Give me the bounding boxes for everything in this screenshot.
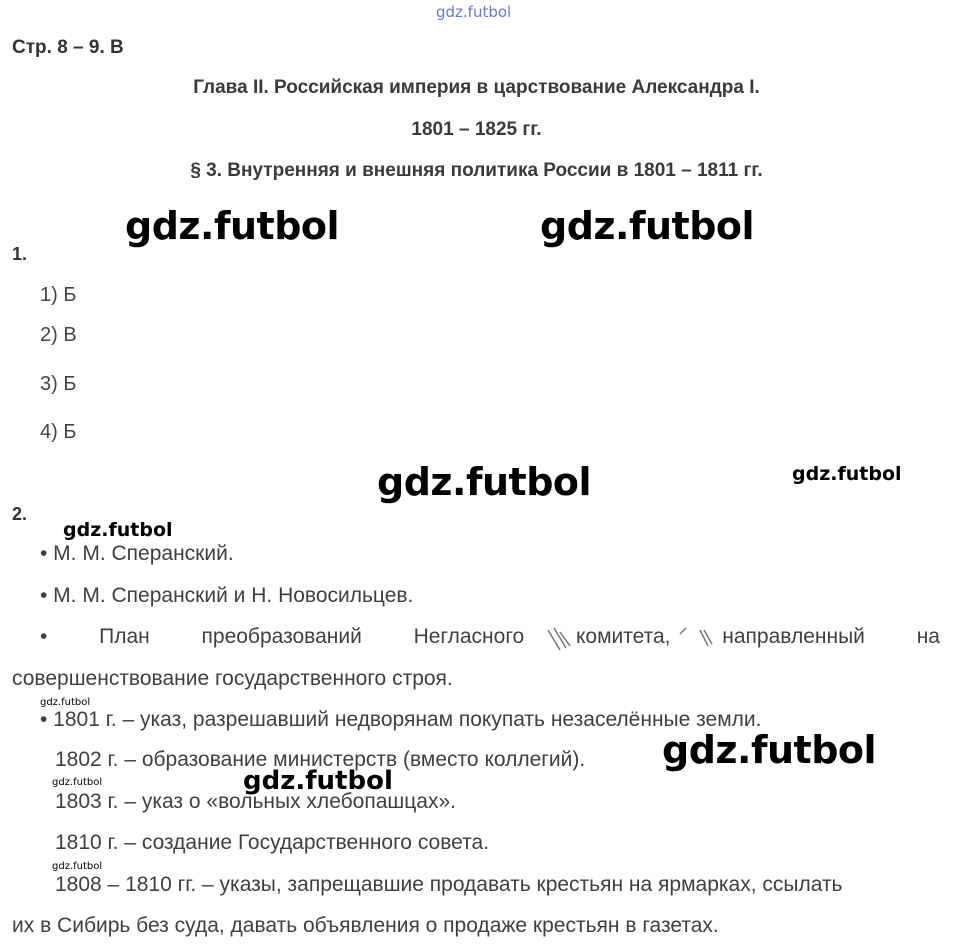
task2-bullet-3-continuation: совершенствование государственного строя. [12, 667, 453, 690]
timeline-item-3: 1803 г. – указ о «вольных хлебопашцах». [55, 790, 456, 813]
timeline-item-1: • 1801 г. – указ, разрешавший недворянам покупать незаселённые земли. [40, 708, 762, 731]
bullet-3-word: План [99, 625, 150, 648]
watermark-large-1: gdz.futbol [125, 204, 340, 248]
task2-number: 2. [12, 504, 28, 524]
watermark-large-4: gdz.futbol [662, 728, 877, 772]
bullet-3-word: преобразований [201, 625, 362, 648]
timeline-item-2: 1802 г. – образование министерств (вместо коллегий). [55, 748, 586, 771]
task1-answer-2: 2) В [40, 324, 77, 346]
bullet-3-word: • [40, 625, 48, 648]
watermark-small-3: gdz.futbol [52, 861, 103, 872]
watermark-small-2: gdz.futbol [52, 777, 103, 788]
section-title: § 3. Внутренняя и внешняя политика России в 1801 – 1811 гг. [190, 160, 763, 181]
watermark-small-1: gdz.futbol [40, 697, 91, 708]
task2-bullet-2: • М. М. Сперанский и Н. Новосильцев. [40, 584, 414, 607]
page-label: Стр. 8 – 9. В [12, 37, 124, 58]
bullet-3-word: направленный [722, 625, 865, 648]
watermark-large-3: gdz.futbol [377, 460, 592, 504]
bullet-3-word: комитета, [575, 625, 671, 648]
watermark-medium-3: gdz.futbol [243, 766, 393, 796]
task1-answer-3: 3) Б [40, 373, 77, 395]
chapter-years: 1801 – 1825 гг. [411, 119, 542, 140]
timeline-item-5: 1808 – 1810 гг. – указы, запрещавшие продавать крестьян на ярмарках, ссылать [55, 873, 843, 896]
task2-bullet-1: • М. М. Сперанский. [40, 542, 234, 565]
scribble-mark [540, 624, 720, 654]
task1-answer-4: 4) Б [40, 421, 77, 443]
watermark-top: gdz.futbol [436, 3, 512, 21]
task2-bullet-3-line [40, 625, 940, 649]
watermark-medium-1: gdz.futbol [792, 463, 902, 485]
bullet-3-word: Негласного [413, 625, 525, 648]
watermark-medium-2: gdz.futbol [63, 519, 173, 541]
chapter-title: Глава II. Российская империя в царствование Александра I. [193, 77, 760, 98]
bullet-3-word: на [916, 625, 940, 648]
timeline-item-4: 1810 г. – создание Государственного совета. [55, 831, 490, 854]
task1-answer-1: 1) Б [40, 284, 77, 306]
timeline-item-5-continuation: их в Сибирь без суда, давать объявления о продаже крестьян в газетах. [12, 914, 719, 937]
watermark-large-2: gdz.futbol [540, 204, 755, 248]
task1-number: 1. [12, 244, 28, 264]
